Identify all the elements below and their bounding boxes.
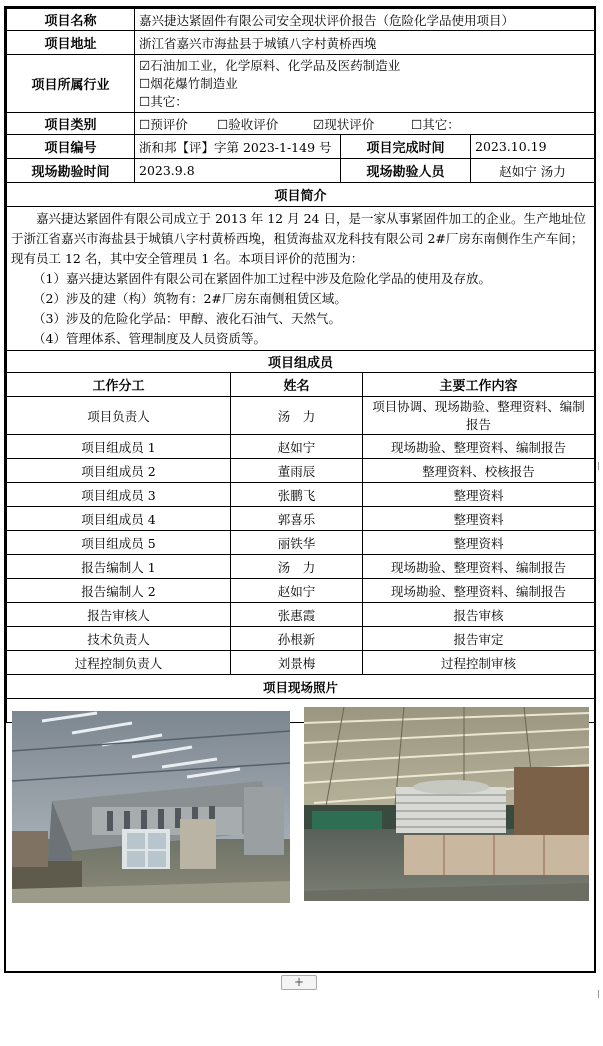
team-name: 汤 力 — [231, 555, 363, 579]
checkbox-unchecked-icon[interactable]: ☐ — [411, 116, 423, 132]
team-work: 报告审定 — [363, 627, 595, 651]
surveyor-value: 赵如宁 汤力 — [471, 159, 595, 183]
team-role: 项目组成员 4 — [7, 507, 231, 531]
table-row — [7, 507, 595, 531]
surveyor-label: 现场勘验人员 — [341, 159, 471, 183]
survey-time-value: 2023.9.8 — [135, 159, 341, 183]
category-option-label: 验收评价 — [228, 116, 279, 132]
row-project-address — [7, 31, 595, 55]
row-survey — [7, 159, 595, 183]
industry-option — [139, 57, 590, 75]
team-name: 赵如宁 — [231, 579, 363, 603]
team-role: 项目组成员 5 — [7, 531, 231, 555]
photos-title: 项目现场照片 — [7, 675, 595, 699]
team-title: 项目组成员 — [7, 351, 595, 373]
project-address-value: 浙江省嘉兴市海盐县于城镇八字村黄桥西堍 — [135, 31, 595, 55]
team-role: 报告编制人 1 — [7, 555, 231, 579]
table-row — [7, 579, 595, 603]
site-photo-cooling-tower — [304, 707, 589, 901]
photos-cell — [7, 699, 595, 723]
checkbox-unchecked-icon[interactable]: ☐ — [139, 93, 151, 109]
row-team-title — [7, 351, 595, 373]
project-category-options — [135, 113, 595, 135]
intro-item: （1）嘉兴捷达紧固件有限公司在紧固件加工过程中涉及危险化学品的使用及存放。 — [33, 271, 491, 286]
team-work: 整理资料 — [363, 507, 595, 531]
site-photo-workshop-image — [12, 711, 290, 903]
table-row — [7, 459, 595, 483]
team-work: 整理资料 — [363, 531, 595, 555]
project-name-value: 嘉兴捷达紧固件有限公司安全现状评价报告（危险化学品使用项目） — [135, 9, 595, 31]
industry-option — [139, 93, 590, 111]
category-option-label: 其它： — [422, 116, 460, 132]
team-name: 刘景梅 — [231, 651, 363, 675]
industry-option-label: 烟花爆竹制造业 — [150, 75, 238, 91]
team-name: 郭喜乐 — [231, 507, 363, 531]
table-row — [7, 435, 595, 459]
project-industry-options — [135, 55, 595, 113]
table-row — [7, 651, 595, 675]
team-work: 现场勘验、整理资料、编制报告 — [363, 555, 595, 579]
checkbox-checked-icon[interactable]: ☑ — [139, 57, 151, 73]
team-name: 张鹏飞 — [231, 483, 363, 507]
intro-body — [7, 207, 595, 351]
row-intro-title — [7, 183, 595, 207]
project-number-value: 浙和邦【评】字第 2023-1-149 号 — [135, 135, 341, 159]
intro-item: （4）管理体系、管理制度及人员资质等。 — [33, 331, 266, 346]
document-page — [4, 6, 596, 973]
team-name: 汤 力 — [231, 397, 363, 435]
team-role: 项目组成员 2 — [7, 459, 231, 483]
row-photos-title — [7, 675, 595, 699]
team-header-row — [7, 373, 595, 397]
team-name: 张惠霞 — [231, 603, 363, 627]
intro-title: 项目简介 — [7, 183, 595, 207]
team-name: 孙根新 — [231, 627, 363, 651]
project-info-table — [6, 8, 595, 373]
row-project-category — [7, 113, 595, 135]
project-category-label: 项目类别 — [7, 113, 135, 135]
team-role: 项目负责人 — [7, 397, 231, 435]
team-name: 丽铁华 — [231, 531, 363, 555]
project-name-label: 项目名称 — [7, 9, 135, 31]
table-row — [7, 603, 595, 627]
team-work: 项目协调、现场勘验、整理资料、编制报告 — [363, 397, 595, 435]
finish-time-value: 2023.10.19 — [471, 135, 595, 159]
margin-marker — [598, 990, 603, 998]
checkbox-unchecked-icon[interactable]: ☐ — [217, 116, 229, 132]
table-row — [7, 531, 595, 555]
team-header-name: 姓名 — [231, 373, 363, 397]
checkbox-checked-icon[interactable]: ☑ — [313, 116, 325, 132]
checkbox-unchecked-icon[interactable]: ☐ — [139, 116, 151, 132]
intro-item: （3）涉及的危险化学品：甲醇、液化石油气、天然气。 — [33, 311, 341, 326]
table-row — [7, 483, 595, 507]
row-project-number — [7, 135, 595, 159]
category-option-label: 预评价 — [150, 116, 188, 132]
table-row — [7, 397, 595, 435]
team-name: 赵如宁 — [231, 435, 363, 459]
team-work: 现场勘验、整理资料、编制报告 — [363, 435, 595, 459]
industry-option — [139, 75, 590, 93]
finish-time-label: 项目完成时间 — [341, 135, 471, 159]
project-industry-label: 项目所属行业 — [7, 55, 135, 113]
row-project-industry — [7, 55, 595, 113]
team-header-work: 主要工作内容 — [363, 373, 595, 397]
project-number-label: 项目编号 — [7, 135, 135, 159]
industry-option-label: 其它： — [150, 93, 188, 109]
team-work: 报告审核 — [363, 603, 595, 627]
team-role: 过程控制负责人 — [7, 651, 231, 675]
site-photo-workshop — [12, 711, 290, 903]
team-role: 项目组成员 1 — [7, 435, 231, 459]
table-row — [7, 555, 595, 579]
category-option-label: 现状评价 — [324, 116, 375, 132]
industry-option-label: 石油加工业，化学原料、化学品及医药制造业 — [150, 57, 401, 73]
margin-marker — [598, 462, 603, 470]
team-role: 报告审核人 — [7, 603, 231, 627]
expand-table-button[interactable]: + — [281, 975, 317, 990]
project-address-label: 项目地址 — [7, 31, 135, 55]
intro-paragraph: 嘉兴捷达紧固件有限公司成立于 2013 年 12 月 24 日，是一家从事紧固件加工的企业。生产地址位于浙江省嘉兴市海盐县于城镇八字村黄桥西堍，租赁海盐双龙科技有限公司 2#厂房东南侧作生产车间；现有员工 12 名，其中安全管理员 1 名。本项目评价的范围为： — [11, 211, 586, 266]
team-header-role: 工作分工 — [7, 373, 231, 397]
team-work: 现场勘验、整理资料、编制报告 — [363, 579, 595, 603]
survey-time-label: 现场勘验时间 — [7, 159, 135, 183]
site-photo-cooling-tower-image — [304, 707, 589, 901]
team-work: 过程控制审核 — [363, 651, 595, 675]
team-table — [6, 372, 595, 723]
team-work: 整理资料 — [363, 483, 595, 507]
table-row — [7, 627, 595, 651]
intro-item: （2）涉及的建（构）筑物有：2#厂房东南侧租赁区域。 — [33, 291, 347, 306]
team-role: 技术负责人 — [7, 627, 231, 651]
team-role: 报告编制人 2 — [7, 579, 231, 603]
row-intro-body — [7, 207, 595, 351]
team-role: 项目组成员 3 — [7, 483, 231, 507]
row-photos — [7, 699, 595, 723]
row-project-name — [7, 9, 595, 31]
team-name: 董雨辰 — [231, 459, 363, 483]
team-work: 整理资料、校核报告 — [363, 459, 595, 483]
checkbox-unchecked-icon[interactable]: ☐ — [139, 75, 151, 91]
